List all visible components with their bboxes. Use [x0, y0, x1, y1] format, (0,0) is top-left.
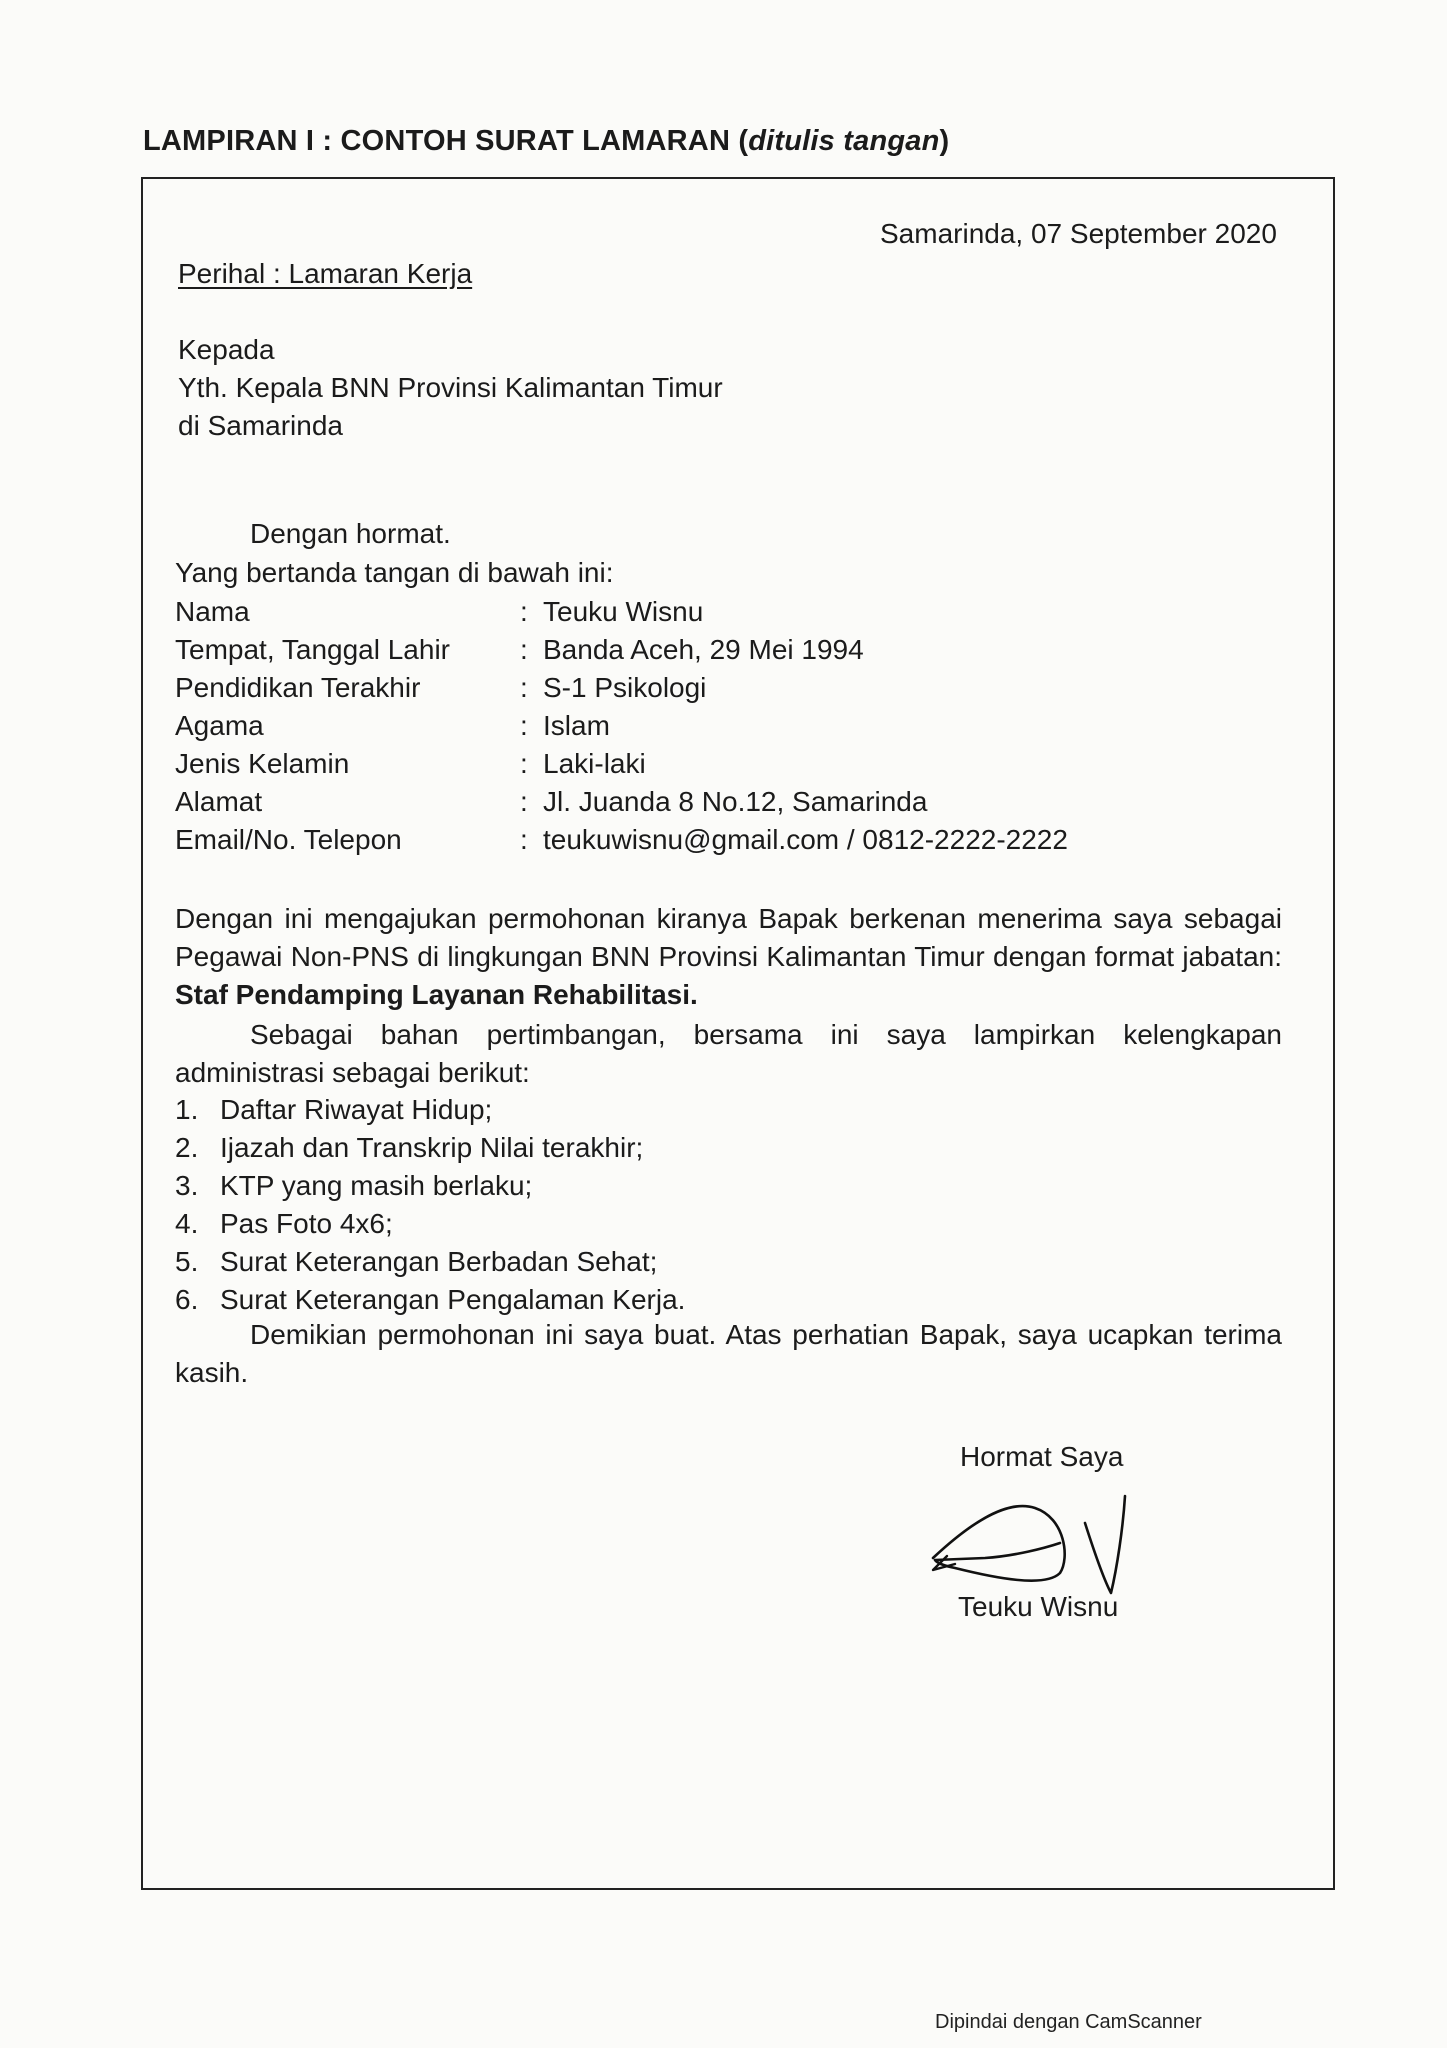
identity-value: Islam	[543, 710, 610, 741]
identity-row	[175, 634, 1068, 672]
intro-line: Yang bertanda tangan di bawah ini:	[175, 557, 614, 588]
identity-value: Jl. Juanda 8 No.12, Samarinda	[543, 786, 928, 817]
identity-row	[175, 786, 1068, 824]
identity-row	[175, 672, 1068, 710]
list-number: 4.	[175, 1208, 199, 1239]
identity-row	[175, 710, 1068, 748]
identity-separator: :	[520, 596, 528, 627]
identity-label: Agama	[175, 710, 264, 741]
page-heading	[143, 125, 949, 158]
list-text: KTP yang masih berlaku;	[220, 1170, 533, 1201]
list-text: Surat Keterangan Berbadan Sehat;	[220, 1246, 658, 1277]
recipient-block	[178, 331, 723, 445]
heading-close: )	[939, 125, 950, 157]
recipient-line: Kepada	[178, 334, 275, 365]
identity-value: Banda Aceh, 29 Mei 1994	[543, 634, 864, 665]
application-paragraph	[175, 900, 1282, 1014]
list-item	[175, 1091, 685, 1129]
list-number: 6.	[175, 1284, 199, 1315]
list-item	[175, 1129, 685, 1167]
identity-separator: :	[520, 710, 528, 741]
identity-label: Nama	[175, 596, 250, 627]
heading-main: LAMPIRAN I : CONTOH SURAT LAMARAN (	[143, 125, 749, 157]
identity-value: Teuku Wisnu	[543, 596, 704, 627]
identity-value: teukuwisnu@gmail.com / 0812-2222-2222	[543, 824, 1068, 855]
identity-separator: :	[520, 634, 528, 665]
list-number: 3.	[175, 1170, 199, 1201]
application-text: Dengan ini mengajukan permohonan kiranya Bapak berkenan menerima saya sebagai Pegawai Non-PNS di lingkungan BNN Provinsi Kalimantan Timur dengan format jabatan:	[175, 903, 1282, 972]
closing-salutation: Hormat Saya	[960, 1441, 1124, 1472]
signer-name: Teuku Wisnu	[958, 1591, 1119, 1622]
identity-row	[175, 596, 1068, 634]
scanner-watermark: Dipindai dengan CamScanner	[935, 2011, 1202, 2033]
list-number: 2.	[175, 1132, 199, 1163]
identity-row	[175, 824, 1068, 862]
identity-label: Email/No. Telepon	[175, 824, 402, 855]
list-text: Ijazah dan Transkrip Nilai terakhir;	[220, 1132, 644, 1163]
identity-label: Jenis Kelamin	[175, 748, 350, 779]
attachment-list	[175, 1091, 685, 1319]
identity-separator: :	[520, 672, 528, 703]
identity-label: Pendidikan Terakhir	[175, 672, 421, 703]
identity-value: Laki-laki	[543, 748, 646, 779]
letter-date: Samarinda, 07 September 2020	[880, 218, 1277, 249]
identity-separator: :	[520, 748, 528, 779]
list-item	[175, 1167, 685, 1205]
list-number: 5.	[175, 1246, 199, 1277]
list-text: Daftar Riwayat Hidup;	[220, 1094, 493, 1125]
identity-label: Alamat	[175, 786, 263, 817]
list-item	[175, 1281, 685, 1319]
identity-separator: :	[520, 786, 528, 817]
identity-table	[175, 596, 1068, 862]
list-number: 1.	[175, 1094, 199, 1125]
consideration-paragraph: Sebagai bahan pertimbangan, bersama ini saya lampirkan kelengkapan administrasi sebagai berikut:	[175, 1019, 1282, 1088]
recipient-line: Yth. Kepala BNN Provinsi Kalimantan Timur	[178, 372, 723, 403]
list-item	[175, 1243, 685, 1281]
identity-label: Tempat, Tanggal Lahir	[175, 634, 450, 665]
list-text: Pas Foto 4x6;	[220, 1208, 393, 1239]
identity-row	[175, 748, 1068, 786]
list-item	[175, 1205, 685, 1243]
greeting: Dengan hormat.	[250, 518, 451, 549]
identity-value: S-1 Psikologi	[543, 672, 707, 703]
heading-note: ditulis tangan	[748, 125, 940, 157]
signature-mark	[925, 1488, 1155, 1603]
closing-paragraph: Demikian permohonan ini saya buat. Atas perhatian Bapak, saya ucapkan terima kasih.	[175, 1319, 1282, 1388]
letter-subject: Perihal : Lamaran Kerja	[178, 258, 473, 289]
identity-separator: :	[520, 824, 528, 855]
list-text: Surat Keterangan Pengalaman Kerja.	[220, 1284, 686, 1315]
recipient-line: di Samarinda	[178, 410, 343, 441]
position-title: Staf Pendamping Layanan Rehabilitasi.	[175, 979, 698, 1010]
